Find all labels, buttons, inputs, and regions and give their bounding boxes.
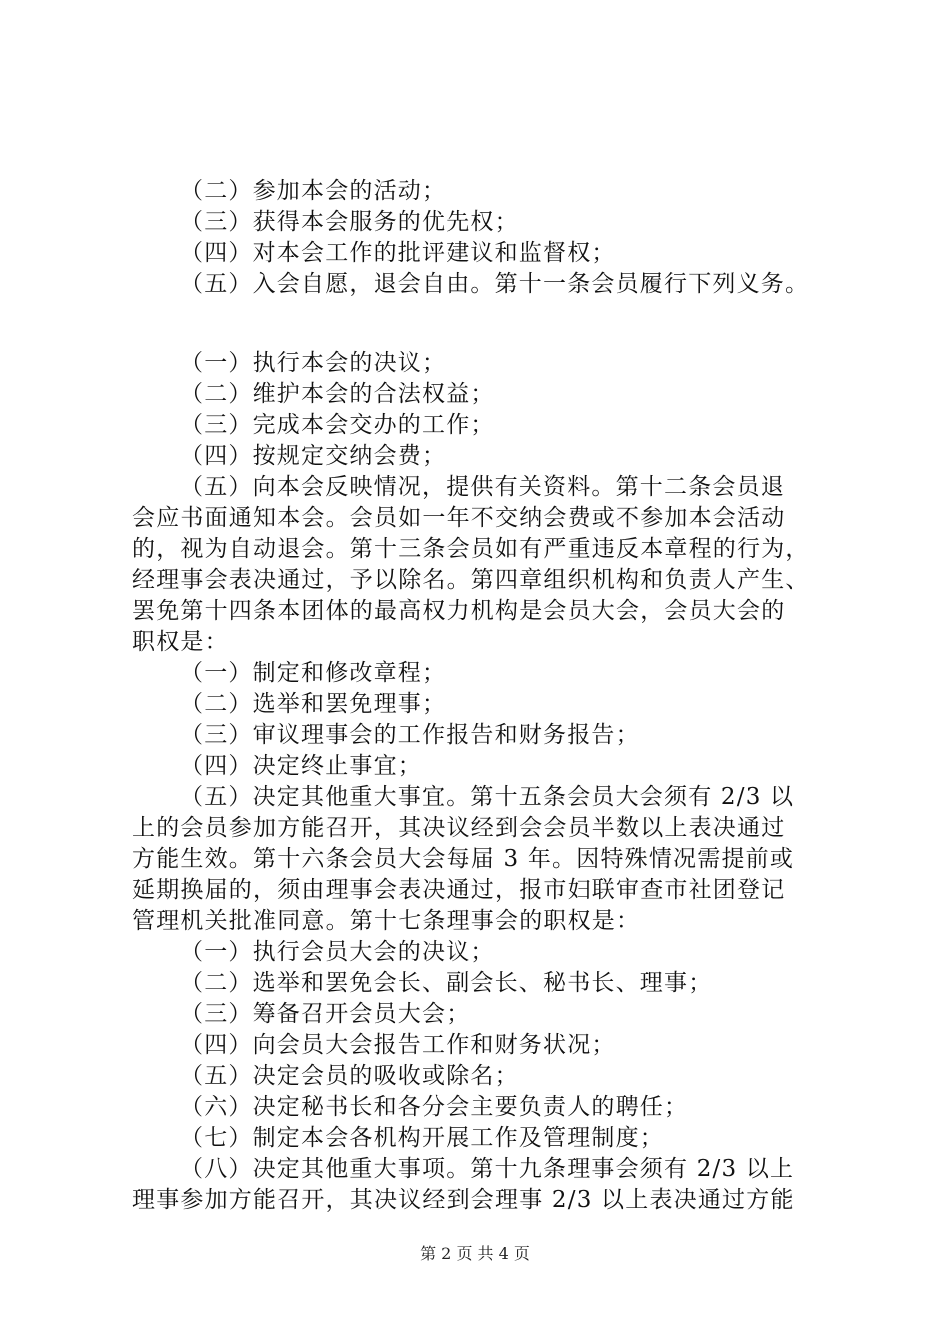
text-line: 管理机关批准同意。第十七条理事会的职权是： bbox=[132, 908, 641, 934]
text-line: 延期换届的，须由理事会表决通过，报市妇联审查市社团登记 bbox=[132, 877, 786, 903]
text-line: （二）选举和罢免会长、副会长、秘书长、理事； bbox=[180, 970, 713, 996]
page-footer: 第 2 页 共 4 页 bbox=[420, 1244, 530, 1263]
obligations-and-organization-text bbox=[132, 348, 832, 1216]
text-line: （四）按规定交纳会费； bbox=[180, 443, 447, 469]
text-line: （七）制定本会各机构开展工作及管理制度； bbox=[180, 1125, 664, 1151]
text-line: （三）完成本会交办的工作； bbox=[180, 412, 495, 438]
document-body bbox=[132, 176, 832, 1216]
text-line: （一）制定和修改章程； bbox=[180, 660, 447, 686]
text-line: （四）向会员大会报告工作和财务状况； bbox=[180, 1032, 616, 1058]
text-line: （五）决定会员的吸收或除名； bbox=[180, 1063, 519, 1089]
text-line: （三）筹备召开会员大会； bbox=[180, 1001, 471, 1027]
text-line: （四）决定终止事宜； bbox=[180, 753, 422, 779]
text-line: （五）决定其他重大事宜。第十五条会员大会须有 2/3 以 bbox=[180, 784, 795, 810]
text-line: 的，视为自动退会。第十三条会员如有严重违反本章程的行为， bbox=[132, 536, 810, 562]
text-line: 理事参加方能召开，其决议经到会理事 2/3 以上表决通过方能 bbox=[132, 1187, 795, 1213]
text-line: （二）选举和罢免理事； bbox=[180, 691, 447, 717]
text-line: 经理事会表决通过，予以除名。第四章组织机构和负责人产生、 bbox=[132, 567, 810, 593]
rights-list bbox=[132, 176, 832, 300]
text-line: （六）决定秘书长和各分会主要负责人的聘任； bbox=[180, 1094, 689, 1120]
text-line: （五）入会自愿，退会自由。第十一条会员履行下列义务。 bbox=[180, 271, 810, 297]
paragraph-gap bbox=[132, 300, 832, 348]
text-line: （八）决定其他重大事项。第十九条理事会须有 2/3 以上 bbox=[180, 1156, 795, 1182]
text-line: （四）对本会工作的批评建议和监督权； bbox=[180, 240, 616, 266]
text-line: （五）向本会反映情况，提供有关资料。第十二条会员退 bbox=[180, 474, 785, 500]
text-line: 上的会员参加方能召开，其决议经到会会员半数以上表决通过 bbox=[132, 815, 786, 841]
text-line: 职权是： bbox=[132, 629, 229, 655]
text-line: （一）执行本会的决议； bbox=[180, 350, 447, 376]
text-line: （一）执行会员大会的决议； bbox=[180, 939, 495, 965]
text-line: 罢免第十四条本团体的最高权力机构是会员大会，会员大会的 bbox=[132, 598, 786, 624]
text-line: 会应书面通知本会。会员如一年不交纳会费或不参加本会活动 bbox=[132, 505, 786, 531]
text-line: （二）参加本会的活动； bbox=[180, 178, 447, 204]
text-line: 方能生效。第十六条会员大会每届 3 年。因特殊情况需提前或 bbox=[132, 846, 795, 872]
text-line: （三）审议理事会的工作报告和财务报告； bbox=[180, 722, 640, 748]
text-line: （三）获得本会服务的优先权； bbox=[180, 209, 519, 235]
text-line: （二）维护本会的合法权益； bbox=[180, 381, 495, 407]
